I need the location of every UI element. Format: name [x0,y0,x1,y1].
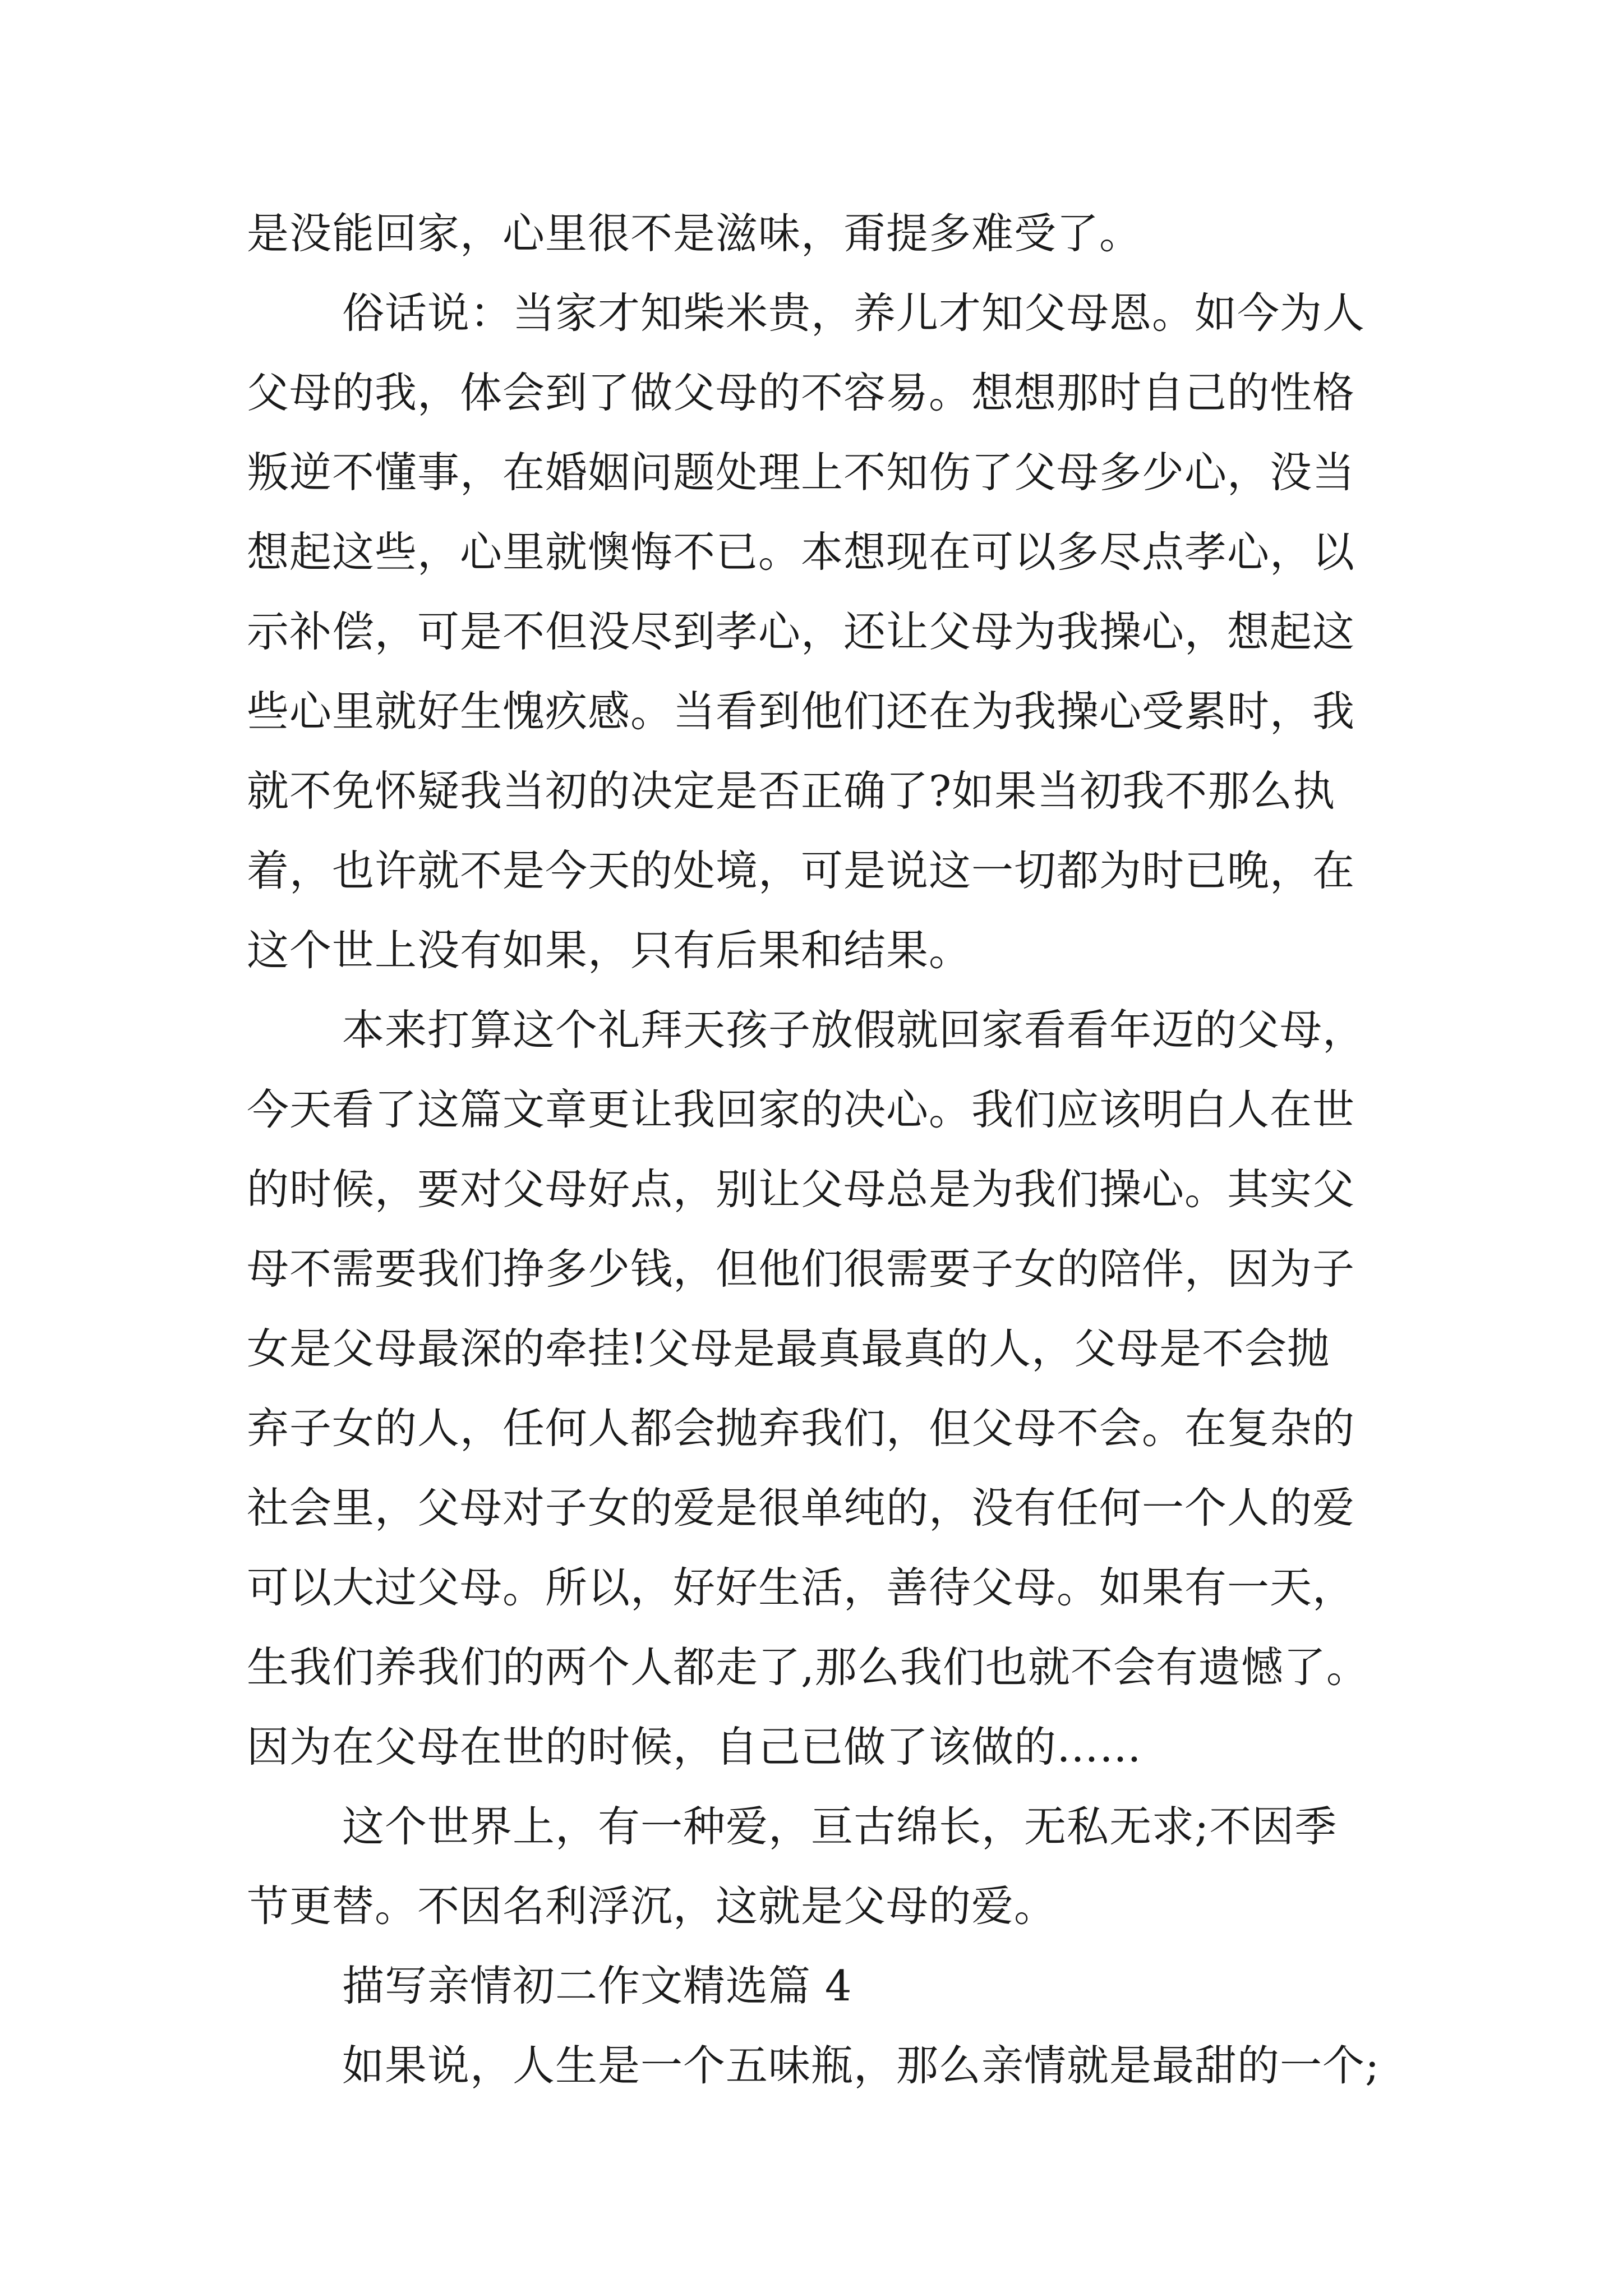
paragraph-line: 的时候，要对父母好点，别让父母总是为我们操心。其实父 [247,1165,1355,1214]
paragraph-line: 如果说，人生是一个五味瓶，那么亲情就是最甜的一个; [342,2041,1380,2090]
paragraph-line: 父母的我，体会到了做父母的不容易。想想那时自己的性格 [247,368,1355,417]
paragraph-line: 弃子女的人，任何人都会抛弃我们，但父母不会。在复杂的 [247,1404,1355,1453]
paragraph-line: 节更替。不因名利浮沉，这就是父母的爱。 [247,1881,1057,1931]
paragraph-line: 可以大过父母。所以，好好生活，善待父母。如果有一天， [247,1563,1355,1612]
paragraph-line: 就不免怀疑我当初的决定是否正确了?如果当初我不那么执 [247,766,1336,816]
paragraph-line: 示补偿，可是不但没尽到孝心，还让父母为我操心，想起这 [247,607,1355,656]
paragraph-line: 些心里就好生愧疚感。当看到他们还在为我操心受累时，我 [247,687,1355,736]
paragraph-line: 这个世界上，有一种爱，亘古绵长，无私无求;不因季 [342,1802,1338,1851]
paragraph-line: 是没能回家，心里很不是滋味，甭提多难受了。 [247,209,1142,258]
paragraph-line: 本来打算这个礼拜天孩子放假就回家看看年迈的父母， [342,1005,1366,1055]
paragraph-line: 母不需要我们挣多少钱，但他们很需要子女的陪伴，因为子 [247,1244,1355,1294]
paragraph-line: 着，也许就不是今天的处境，可是说这一切都为时已晚，在 [247,846,1355,895]
paragraph-line: 这个世上没有如果，只有后果和结果。 [247,926,972,975]
paragraph-line: 社会里，父母对子女的爱是很单纯的，没有任何一个人的爱 [247,1483,1355,1533]
paragraph-line: 女是父母最深的牵挂!父母是最真最真的人，父母是不会抛 [247,1324,1330,1373]
paragraph-line: 生我们养我们的两个人都走了,那么我们也就不会有遗憾了。 [247,1642,1369,1692]
paragraph-line: 因为在父母在世的时候，自己已做了该做的…… [247,1722,1142,1772]
paragraph-line: 今天看了这篇文章更让我回家的决心。我们应该明白人在世 [247,1085,1355,1134]
paragraph-line: 想起这些，心里就懊悔不已。本想现在可以多尽点孝心，以 [247,527,1355,577]
paragraph-line: 叛逆不懂事，在婚姻问题处理上不知伤了父母多少心，没当 [247,448,1355,497]
section-heading: 描写亲情初二作文精选篇 4 [342,1961,852,2010]
paragraph-line: 俗话说：当家才知柴米贵，养儿才知父母恩。如今为人 [342,288,1366,338]
